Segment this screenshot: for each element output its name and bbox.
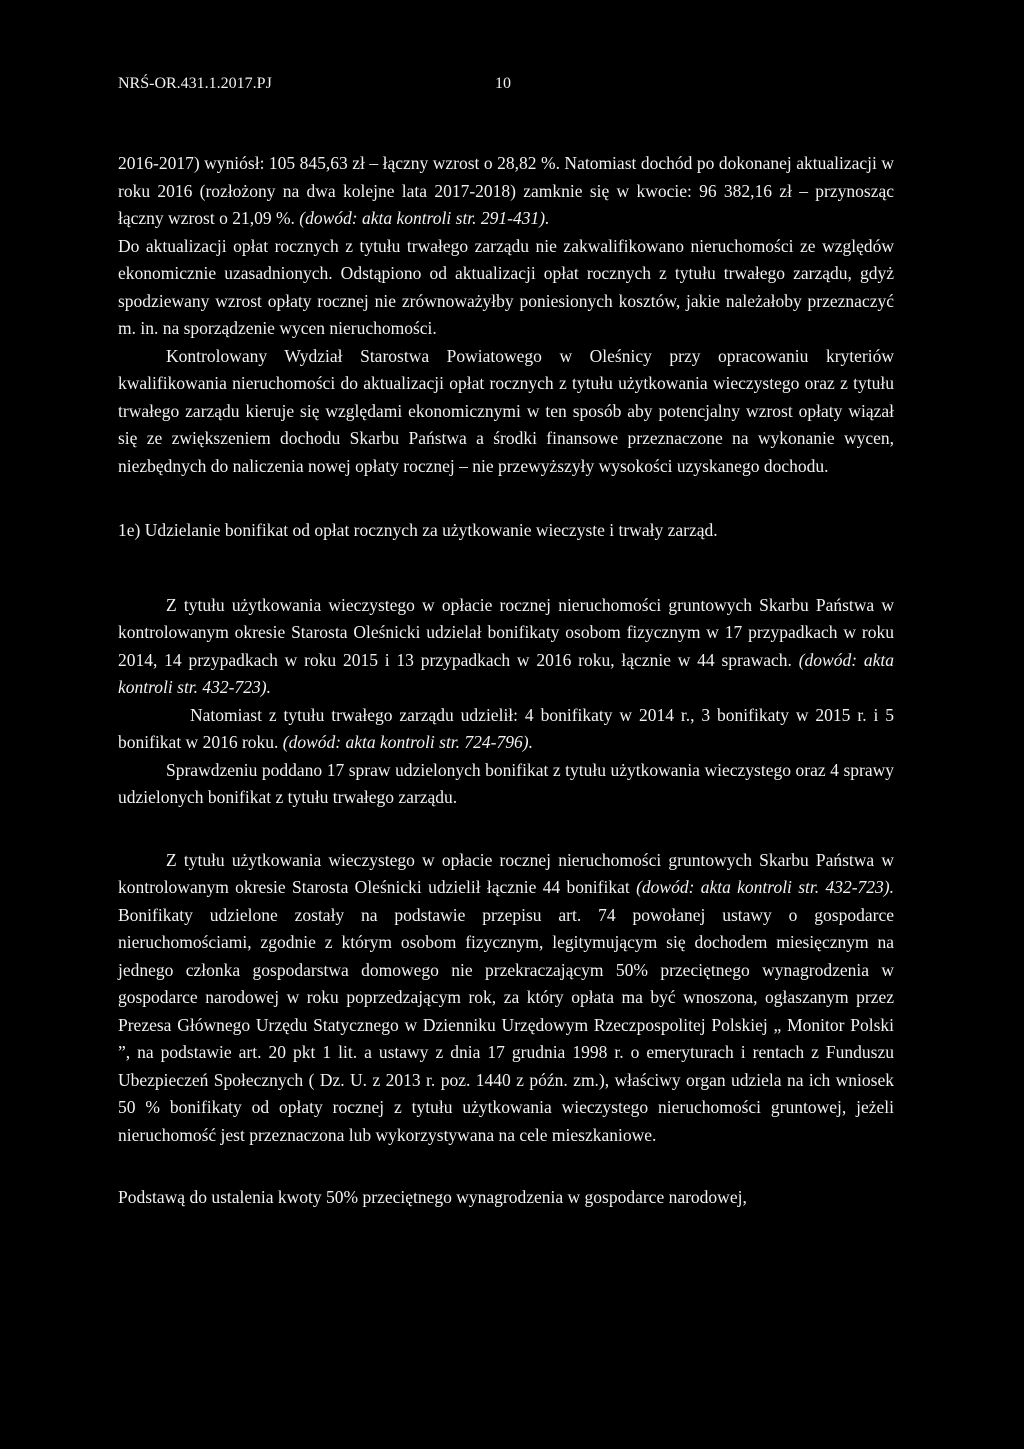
paragraph-wage-basis: Podstawą do ustalenia kwoty 50% przeciętnego wynagrodzenia w gospodarce narodowej,: [118, 1187, 747, 1207]
paragraph-text: Z tytułu użytkowania wieczystego w opłacie rocznej nieruchomości gruntowych Skarbu Państwa w kontrolowanym okresie Starosta Oleśnicki udzielał bonifikaty osobom fizycznym w 17 przypadkach w roku 2014, 14 przypadkach w roku 2015 i 13 przypadkach w 2016 roku, łącznie w 44 sprawach.: [118, 594, 894, 670]
paragraph-perpetual-usufruct-discounts: [118, 592, 894, 702]
evidence-reference: (dowód: akta kontroli str. 724-796).: [282, 732, 533, 752]
evidence-reference: (dowód: akta kontroli str. 432-723).: [118, 649, 894, 697]
evidence-reference: (dowód: akta kontroli str. 432-723).: [636, 877, 895, 897]
document-reference-number: NRŚ-OR.431.1.2017.PJ: [118, 75, 272, 92]
paragraph-income-summary: [118, 150, 894, 233]
paragraph-inspected-cases: Sprawdzeniu poddano 17 spraw udzielonych bonifikat z tytułu użytkowania wieczystego oraz 4 sprawy udzielonych bonifikat z tytułu trwałego zarządu.: [118, 759, 894, 807]
section-heading: 1e) Udzielanie bonifikat od opłat rocznych za użytkowanie wieczyste i trwały zarząd.: [118, 520, 718, 540]
paragraph-text: Z tytułu użytkowania wieczystego w opłacie rocznej nieruchomości gruntowych Skarbu Państwa w kontrolowanym okresie Starosta Oleśnicki udzielił łącznie 44 bonifikat: [118, 849, 894, 897]
paragraph-management-discounts: [118, 702, 894, 757]
paragraph-text-continued: Bonifikaty udzielone zostały na podstawie przepisu art. 74 powołanej ustawy o gospodarce nieruchomościami, zgodnie z którym osobom fizycznym, legitymującym się dochodem miesięcznym na jednego członka gospodarstwa domowego nie przekraczającym 50% przeciętnego wynagrodzenia w gospodarce narodowej w roku poprzedzającym rok, za który opłata ma być wnoszona, ogłaszanym przez Prezesa Głównego Urzędu Statycznego w Dzienniku Urzędowym Rzeczpospolitej Polskiej „ Monitor Polski ”, na podstawie art. 20 pkt 1 lit. a ustawy z dnia 17 grudnia 1998 r. o emeryturach i rentach z Funduszu Ubezpieczeń Społecznych ( Dz. U. z 2013 r. poz. 1440 z późn. zm.), właściwy organ udziela na ich wniosek 50 % bonifikaty od opłaty rocznej z tytułu użytkowania wieczystego nieruchomości gruntowej, jeżeli nieruchomość jest przeznaczona lub wykorzystywana na cele mieszkaniowe.: [118, 904, 894, 1145]
paragraph-text: 2016-2017) wyniósł: 105 845,63 zł – łączny wzrost o 28,82 %. Natomiast dochód po dokonanej aktualizacji w roku 2016 (rozłożony na dwa kolejne lata 2017-2018) zamknie się w kwocie: 96 382,16 zł – przynosząc łączny wzrost o 21,09 %.: [118, 153, 894, 228]
paragraph-legal-basis: [118, 847, 894, 1150]
paragraph-perpetual-management: Do aktualizacji opłat rocznych z tytułu trwałego zarządu nie zakwalifikowano nieruchomości ze względów ekonomicznie uzasadnionych. Odstąpiono od aktualizacji opłat rocznych z tytułu trwałego zarządu, gdyż spodziewany wzrost opłaty rocznej nie zrównoważyłby poniesionych kosztów, jakie należałoby przeznaczyć m. in. na sporządzenie wycen nieruchomości.: [118, 235, 894, 338]
document-body: [118, 150, 894, 1212]
page-header: [118, 70, 908, 98]
evidence-reference: (dowód: akta kontroli str. 291-431).: [299, 208, 550, 228]
paragraph-qualification-criteria: Kontrolowany Wydział Starostwa Powiatowego w Oleśnicy przy opracowaniu kryteriów kwalifikowania nieruchomości do aktualizacji opłat rocznych z tytułu użytkowania wieczystego oraz z tytułu trwałego zarządu kieruje się względami ekonomicznymi w ten sposób aby potencjalny wzrost opłaty wiązał się ze zwiększeniem dochodu Skarbu Państwa a środki finansowe przeznaczone na wykonanie wycen, niezbędnych do naliczenia nowej opłaty rocznej – nie przewyższyły wysokości uzyskanego dochodu.: [118, 345, 894, 476]
paragraph-text: Natomiast z tytułu trwałego zarządu udzielił: 4 bonifikaty w 2014 r., 3 bonifikaty w 2015 r. i 5 bonifikat w 2016 roku.: [118, 704, 894, 752]
page-number: 10: [495, 75, 511, 92]
